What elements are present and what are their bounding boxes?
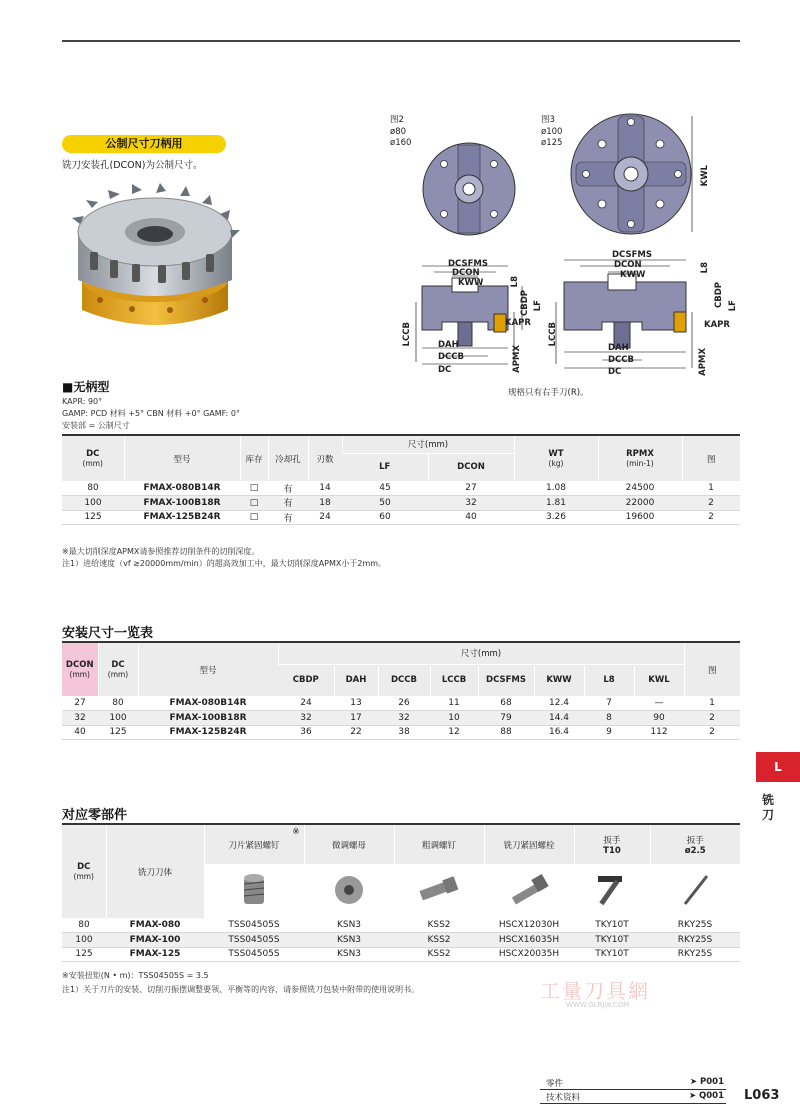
- table-cell: 38: [378, 725, 430, 740]
- table-cell: 32: [278, 711, 334, 726]
- torque-note: ※安装扭矩(N • m)：TSS04505S = 3.5: [62, 971, 209, 980]
- table-cell: 13: [334, 696, 378, 711]
- table-cell: 24: [278, 696, 334, 711]
- table-cell: 10: [430, 711, 478, 726]
- table-cell: FMAX-100: [106, 933, 204, 948]
- table-cell: 27: [62, 696, 98, 711]
- fig3-lccb: LCCB: [548, 322, 558, 347]
- section2-title: 安装尺寸一览表: [62, 626, 154, 641]
- mounting-dims-table-body: [62, 696, 740, 740]
- section3-note: 注1）关于刀片的安装、切削刃振摆调整要领、平衡等的内容，请参照铣刀包装中附带的使用说明书。: [62, 985, 420, 994]
- page-number: L063: [744, 1088, 780, 1103]
- table-cell: 40: [62, 725, 98, 740]
- table-row: [62, 481, 740, 496]
- col-coarse: 粗调螺钉: [394, 824, 484, 864]
- table-cell: 有: [268, 481, 308, 496]
- col-screw: 刀片紧固螺钉 ※: [204, 824, 304, 864]
- fig3-kapr: KAPR: [704, 320, 730, 330]
- table-cell: 8: [584, 711, 634, 726]
- table-cell: 1.81: [514, 496, 598, 511]
- spec-mount: 安装部 = 公制尺寸: [62, 421, 130, 430]
- table-cell: RKY25S: [650, 918, 740, 933]
- mounting-hole-note: 铣刀安装孔(DCON)为公制尺寸。: [62, 160, 203, 171]
- col-wrench-t10: 扳手 T10: [574, 824, 650, 864]
- table-cell: TSS04505S: [204, 933, 304, 948]
- right-hand-only-caption: 规格只有右手刀(R)。: [508, 388, 589, 398]
- cutter-product-image: [70, 172, 240, 332]
- section1-note-2: 注1）进给速度（vf ≥20000mm/min）的超高效加工中，最大切削深度APMX小于2mm。: [62, 559, 387, 568]
- table-cell: 24500: [598, 481, 682, 496]
- table-cell: 27: [428, 481, 514, 496]
- metric-shank-badge: 公制尺寸刀柄用: [62, 135, 226, 153]
- parts-table-body: [62, 918, 740, 962]
- table-cell: FMAX-080B14R: [138, 696, 278, 711]
- fig2-kapr: KAPR: [505, 318, 531, 328]
- col-wrench-25: 扳手 ø2.5: [650, 824, 740, 864]
- table-cell: 3.26: [514, 510, 598, 525]
- fig2-dcon: DCON: [452, 268, 480, 278]
- table-cell: 22000: [598, 496, 682, 511]
- table-cell: 22: [334, 725, 378, 740]
- col-dc: DC (mm): [62, 824, 106, 918]
- col-teeth: 刃数: [308, 435, 342, 481]
- watermark-logo: 工量刀具網: [540, 979, 650, 1003]
- table-cell: KSN3: [304, 947, 394, 962]
- fig3-size-1: ø100: [541, 127, 563, 137]
- table-cell: RKY25S: [650, 947, 740, 962]
- table-row: [62, 711, 740, 726]
- table-cell: 1: [682, 481, 740, 496]
- section-tab-L[interactable]: L: [756, 752, 800, 782]
- table-cell: HSCX16035H: [484, 933, 574, 948]
- table-cell: 32: [62, 711, 98, 726]
- table-row: [62, 918, 740, 933]
- mounting-dims-table: [62, 641, 740, 740]
- table-cell: HSCX20035H: [484, 947, 574, 962]
- nut-image: [304, 864, 394, 918]
- fig2-lf: LF: [533, 300, 543, 312]
- col-stock: 库存: [240, 435, 268, 481]
- fig2-dc: DC: [438, 365, 452, 375]
- table-cell: □: [240, 481, 268, 496]
- table-cell: TSS04505S: [204, 918, 304, 933]
- table-row: [62, 725, 740, 740]
- table-cell: 24: [308, 510, 342, 525]
- shankless-table: [62, 434, 740, 525]
- table-cell: 14.4: [534, 711, 584, 726]
- table-cell: 112: [634, 725, 684, 740]
- table-cell: 2: [682, 510, 740, 525]
- col-l8: L8: [584, 664, 634, 696]
- table-cell: 17: [334, 711, 378, 726]
- table-cell: 40: [428, 510, 514, 525]
- table-cell: FMAX-100B18R: [138, 711, 278, 726]
- table-cell: TSS04505S: [204, 947, 304, 962]
- table-cell: FMAX-080B14R: [124, 481, 240, 496]
- fig2-apmx: APMX: [512, 345, 522, 373]
- table-cell: RKY25S: [650, 933, 740, 948]
- table-row: [62, 696, 740, 711]
- section1-title: ■无柄型: [62, 380, 110, 394]
- col-cbdp: CBDP: [278, 664, 334, 696]
- spec-kapr: KAPR: 90°: [62, 397, 103, 406]
- col-dccb: DCCB: [378, 664, 430, 696]
- table-cell: 12.4: [534, 696, 584, 711]
- table-cell: 32: [428, 496, 514, 511]
- col-model: 型号: [124, 435, 240, 481]
- table-cell: 100: [62, 933, 106, 948]
- table-cell: 125: [62, 510, 124, 525]
- fig2-title: 图2: [390, 115, 404, 125]
- col-kww: KWW: [534, 664, 584, 696]
- table-cell: 9: [584, 725, 634, 740]
- table-cell: HSCX12030H: [484, 918, 574, 933]
- table-cell: 1.08: [514, 481, 598, 496]
- table-cell: 80: [62, 481, 124, 496]
- col-coolant: 冷却孔: [268, 435, 308, 481]
- fig2-dah: DAH: [438, 340, 459, 350]
- col-model: 型号: [138, 642, 278, 696]
- table-cell: 60: [342, 510, 428, 525]
- fig3-top-view: [568, 108, 698, 238]
- table-cell: 1: [684, 696, 740, 711]
- hex-wrench-image: [650, 864, 740, 918]
- section1-note-1: ※最大切削深度APMX请参照推荐切削条件的切削深度。: [62, 547, 260, 556]
- table-cell: KSN3: [304, 933, 394, 948]
- fig2-cbdp: CBDP: [520, 290, 530, 317]
- table-cell: □: [240, 510, 268, 525]
- fig3-size-2: ø125: [541, 138, 563, 148]
- table-cell: TKY10T: [574, 947, 650, 962]
- table-cell: KSS2: [394, 933, 484, 948]
- col-wt: WT (kg): [514, 435, 598, 481]
- table-cell: KSS2: [394, 947, 484, 962]
- table-row: [62, 510, 740, 525]
- table-cell: FMAX-080: [106, 918, 204, 933]
- table-cell: 32: [378, 711, 430, 726]
- fig2-size-1: ø80: [390, 127, 407, 137]
- table-cell: 2: [684, 725, 740, 740]
- fig3-dc: DC: [608, 367, 622, 377]
- col-rpmx: RPMX (min-1): [598, 435, 682, 481]
- table-cell: 18: [308, 496, 342, 511]
- col-fig: 图: [682, 435, 740, 481]
- fig2-dccb: DCCB: [438, 352, 465, 362]
- fig3-dah: DAH: [608, 343, 629, 353]
- t10-wrench-image: [574, 864, 650, 918]
- fig3-lf: LF: [728, 300, 738, 312]
- table-cell: 88: [478, 725, 534, 740]
- table-cell: FMAX-125B24R: [124, 510, 240, 525]
- col-dims: 尺寸(mm): [342, 435, 514, 453]
- fig3-dcsfms: DCSFMS: [612, 250, 652, 260]
- screw-image: [204, 864, 304, 918]
- table-cell: KSS2: [394, 918, 484, 933]
- table-cell: 12: [430, 725, 478, 740]
- table-cell: 80: [98, 696, 138, 711]
- spec-gamp: GAMP: PCD 材料 +5° CBN 材料 +0° GAMF: 0°: [62, 409, 240, 418]
- coarse-screw-image: [394, 864, 484, 918]
- fig3-dcon: DCON: [614, 260, 642, 270]
- table-cell: 100: [62, 496, 124, 511]
- fig3-apmx: APMX: [698, 348, 708, 376]
- table-cell: 14: [308, 481, 342, 496]
- table-cell: 125: [62, 947, 106, 962]
- top-rule: [62, 40, 740, 42]
- table-cell: □: [240, 496, 268, 511]
- table-cell: FMAX-100B18R: [124, 496, 240, 511]
- ref-row-parts[interactable]: 零件 ➤ P001: [540, 1076, 726, 1090]
- fig2-dcsfms: DCSFMS: [448, 259, 488, 269]
- fig3-l8: L8: [700, 262, 710, 274]
- table-cell: 19600: [598, 510, 682, 525]
- col-dcsfms: DCSFMS: [478, 664, 534, 696]
- col-dcon: DCON: [428, 453, 514, 481]
- col-body: 铣刀刀体: [106, 824, 204, 918]
- table-cell: 50: [342, 496, 428, 511]
- fig2-l8: L8: [510, 276, 520, 288]
- table-cell: FMAX-125B24R: [138, 725, 278, 740]
- table-cell: 90: [634, 711, 684, 726]
- shankless-table-body: [62, 481, 740, 525]
- col-dc: DC (mm): [98, 642, 138, 696]
- parts-table: [62, 823, 740, 962]
- table-cell: 68: [478, 696, 534, 711]
- table-cell: 125: [98, 725, 138, 740]
- table-cell: 80: [62, 918, 106, 933]
- table-cell: TKY10T: [574, 918, 650, 933]
- fig3-kwl: KWL: [700, 165, 710, 187]
- table-cell: 有: [268, 496, 308, 511]
- table-cell: 100: [98, 711, 138, 726]
- col-lccb: LCCB: [430, 664, 478, 696]
- col-nut: 微调螺母: [304, 824, 394, 864]
- table-cell: 有: [268, 510, 308, 525]
- table-cell: 79: [478, 711, 534, 726]
- watermark-url: WWW.GLRJW.COM: [566, 1001, 630, 1009]
- fig2-lccb: LCCB: [402, 322, 412, 347]
- fig2-top-view: [420, 140, 518, 238]
- col-dcon: DCON (mm): [62, 642, 98, 696]
- bolt-image: [484, 864, 574, 918]
- table-cell: KSN3: [304, 918, 394, 933]
- table-cell: 2: [684, 711, 740, 726]
- table-cell: 45: [342, 481, 428, 496]
- table-cell: —: [634, 696, 684, 711]
- table-cell: 16.4: [534, 725, 584, 740]
- col-bolt: 铣刀紧固螺栓: [484, 824, 574, 864]
- fig3-title: 图3: [541, 115, 555, 125]
- table-cell: 7: [584, 696, 634, 711]
- section-tab-category: 铣刀: [762, 793, 775, 822]
- table-cell: 11: [430, 696, 478, 711]
- table-row: [62, 496, 740, 511]
- ref-row-tech[interactable]: 技术资料 ➤ Q001: [540, 1090, 726, 1104]
- section3-title: 对应零部件: [62, 808, 128, 823]
- col-fig: 图: [684, 642, 740, 696]
- table-cell: FMAX-125: [106, 947, 204, 962]
- fig2-size-2: ø160: [390, 138, 412, 148]
- fig2-kww: KWW: [458, 278, 484, 288]
- table-cell: TKY10T: [574, 933, 650, 948]
- col-dah: DAH: [334, 664, 378, 696]
- table-cell: 36: [278, 725, 334, 740]
- col-dc: DC (mm): [62, 435, 124, 481]
- col-kwl: KWL: [634, 664, 684, 696]
- col-dims: 尺寸(mm): [278, 642, 684, 664]
- table-cell: 2: [682, 496, 740, 511]
- table-row: [62, 947, 740, 962]
- fig3-cbdp: CBDP: [714, 282, 724, 309]
- fig3-kww: KWW: [620, 270, 646, 280]
- col-lf: LF: [342, 453, 428, 481]
- table-cell: 26: [378, 696, 430, 711]
- fig3-dccb: DCCB: [608, 355, 635, 365]
- table-row: [62, 933, 740, 948]
